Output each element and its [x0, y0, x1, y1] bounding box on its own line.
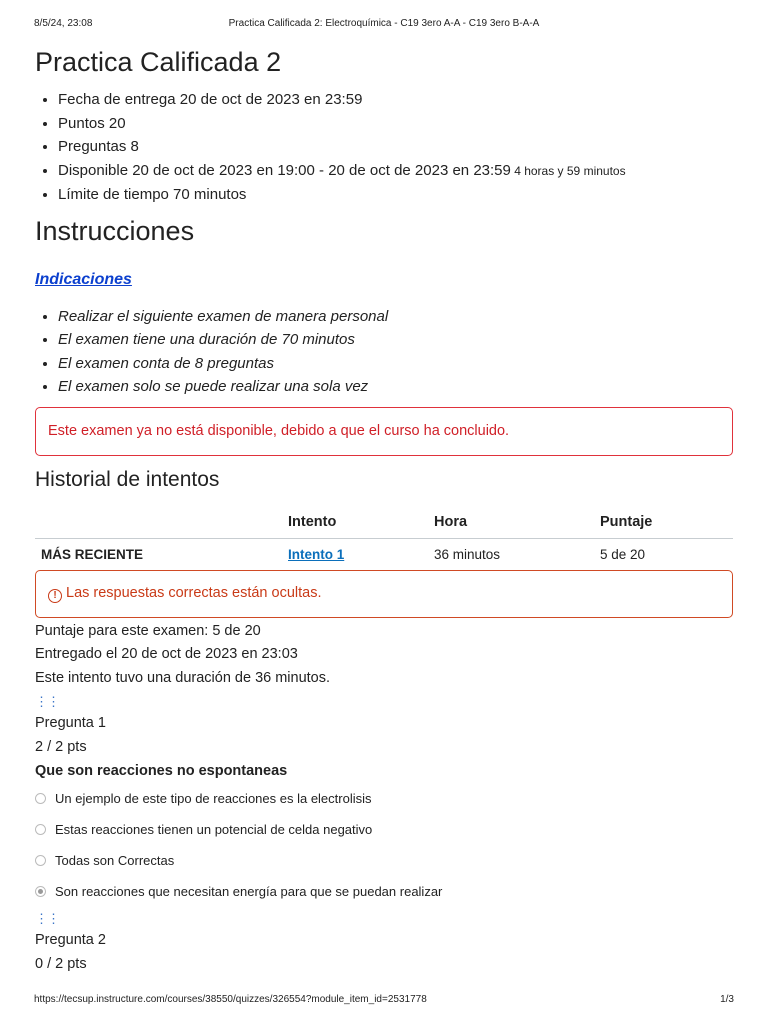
meta-time-limit: • Límite de tiempo 70 minutos: [58, 183, 733, 207]
radio-button[interactable]: [35, 793, 46, 804]
radio-button[interactable]: [35, 824, 46, 835]
instruction-item: • El examen conta de 8 preguntas: [58, 352, 733, 376]
warning-icon: !: [48, 589, 62, 603]
instructions-heading: Instrucciones: [35, 215, 195, 246]
attempts-table: [35, 508, 733, 570]
option-text: Todas son Correctas: [55, 853, 175, 868]
question-text: Que son reacciones no espontaneas: [35, 763, 288, 779]
drag-handle-icon[interactable]: ⋮⋮: [35, 911, 59, 926]
option-text: Son reacciones que necesitan energía para que se puedan realizar: [55, 884, 443, 899]
answer-option[interactable]: [35, 876, 733, 907]
radio-button[interactable]: [35, 855, 46, 866]
submitted-at: Entregado el 20 de oct de 2023 en 23:03: [35, 646, 298, 662]
print-date: 8/5/24, 23:08: [34, 18, 93, 29]
answer-option[interactable]: [35, 814, 733, 845]
instructions-list: [35, 305, 733, 399]
drag-handle-icon[interactable]: ⋮⋮: [35, 694, 59, 709]
instruction-item: • El examen tiene una duración de 70 minutos: [58, 328, 733, 352]
instruction-item: • El examen solo se puede realizar una sola vez: [58, 375, 733, 399]
col-header-score: Puntaje: [600, 508, 733, 539]
print-url: https://tecsup.instructure.com/courses/38550/quizzes/326554?module_item_id=2531778: [34, 994, 427, 1005]
score-summary: Puntaje para este examen: 5 de 20: [35, 622, 261, 639]
quiz-content: [35, 46, 733, 976]
hidden-answers-text: Las respuestas correctas están ocultas.: [66, 584, 322, 601]
meta-available-duration: 4 horas y 59 minutos: [510, 163, 626, 178]
meta-questions: • Preguntas 8: [58, 135, 733, 159]
table-row: [35, 538, 733, 570]
question-label: Pregunta 2: [35, 932, 106, 948]
meta-available: • Disponible 20 de oct de 2023 en 19:00 - 20 de oct de 2023 en 23:59 4 horas y 59 minutos: [58, 159, 733, 184]
question-points: 2 / 2 pts: [35, 738, 87, 755]
question-label: Pregunta 1: [35, 715, 106, 731]
indicaciones-link[interactable]: Indicaciones: [35, 270, 132, 288]
instruction-item: • Realizar el siguiente examen de manera personal: [58, 305, 733, 329]
print-page-number: 1/3: [720, 994, 734, 1005]
col-header-time: Hora: [434, 508, 600, 539]
meta-due-date: • Fecha de entrega 20 de oct de 2023 en 23:59: [58, 88, 733, 112]
row-score: 5 de 20: [600, 546, 646, 562]
unavailable-alert: Este examen ya no está disponible, debido a que el curso ha concluido.: [35, 407, 733, 456]
answer-option[interactable]: [35, 845, 733, 876]
col-header-label: [35, 508, 288, 539]
attempt-duration: Este intento tuvo una duración de 36 minutos.: [35, 669, 331, 686]
meta-points: • Puntos 20: [58, 112, 733, 136]
table-header-row: [35, 508, 733, 539]
option-text: Estas reacciones tienen un potencial de celda negativo: [55, 822, 373, 837]
col-header-attempt: Intento: [288, 508, 434, 539]
hidden-answers-alert: [35, 570, 733, 618]
history-heading: Historial de intentos: [35, 467, 220, 491]
attempt-link[interactable]: Intento 1: [288, 546, 345, 562]
option-text: Un ejemplo de este tipo de reacciones es la electrolisis: [55, 791, 372, 806]
question-points: 0 / 2 pts: [35, 955, 87, 972]
row-time: 36 minutos: [434, 546, 501, 562]
answer-option[interactable]: [35, 783, 733, 814]
row-label: MÁS RECIENTE: [41, 546, 144, 562]
quiz-meta-list: [35, 88, 733, 207]
print-title: Practica Calificada 2: Electroquímica - C19 3ero A-A - C19 3ero B-A-A: [228, 18, 540, 29]
radio-button-selected[interactable]: [35, 886, 46, 897]
quiz-title: Practica Calificada 2: [35, 47, 282, 77]
